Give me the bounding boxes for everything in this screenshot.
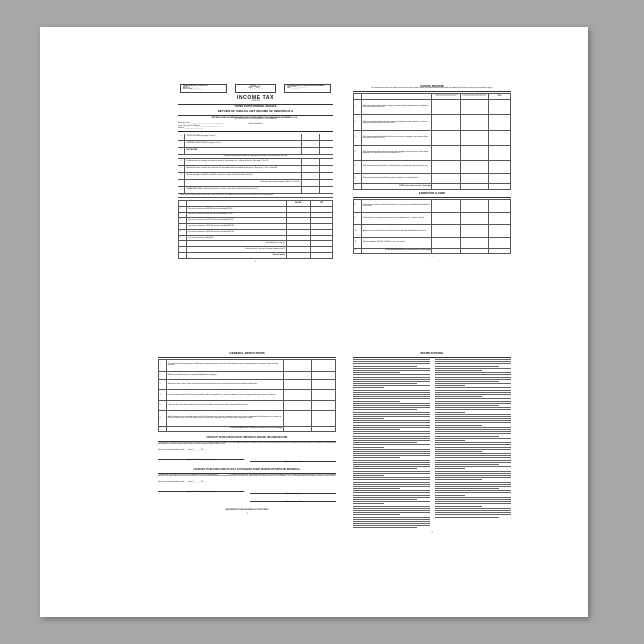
item-text: GROSS INCOME (see page 2, line 12) xyxy=(186,135,216,137)
total-surtax-label: Total additional or super tax xyxy=(187,241,286,247)
item-text: NET INCOME xyxy=(186,149,198,151)
file-no-label: File No. ____ xyxy=(251,86,260,87)
table-row: 2 Total amount derived from professions, vocations, businesses, trade, commerce, or sales or dealings in property, whether real or personal. xyxy=(354,115,511,131)
table-row: 10 Amount of income on which the normal tax has been deducted and withheld at the source. xyxy=(354,225,511,238)
deduction-note: Deductions and exemptions allowed in computing income subject to the normal tax of 1 per cent. xyxy=(178,155,333,159)
bureau-box xyxy=(284,84,331,93)
form-sheet xyxy=(128,51,542,585)
table-row xyxy=(178,166,333,173)
item-number: 1 xyxy=(178,134,185,140)
item-text: Dividends and net earnings received or accrued, of corporations, etc., subject to like tax. (See page 2, line 11) xyxy=(186,160,269,162)
amount-cell xyxy=(301,187,319,193)
item-text: TAXABLE INCOME on which the normal tax of 1 per cent is to be calculated. (See Instruction 3) xyxy=(186,188,259,190)
table-row: 2 All interest paid within the year on personal indebtedness of taxpayer. xyxy=(159,371,336,380)
surtax-note: When the net income shown above on line 3 exceeds $20,000, the additional tax thereon must be calculated as per schedule below: xyxy=(178,194,333,198)
amount-cell xyxy=(319,173,333,179)
general-deductions-table xyxy=(158,359,336,432)
bureau-box-label: TO BE FILLED IN BY INTERNAL REVENUE BUREAU. xyxy=(287,86,325,87)
table-row: 9 Dividends and net earnings received or accrued of corporations, etc., subject to like tax. xyxy=(354,212,511,225)
exemptions-title: EXEMPTIONS CLAIMED xyxy=(418,193,446,196)
amount-cell xyxy=(319,134,333,140)
amount-cell xyxy=(319,166,333,172)
affidavit-1-individual-sig: (Signature of individual.) xyxy=(250,461,336,463)
table-row: 1 The amount of necessary expenses actually paid in carrying on business, but not including business expenses of partnerships, nor personal, living, or family expenses. xyxy=(159,360,336,372)
amount-cell xyxy=(301,148,319,154)
page-number: 4 xyxy=(431,531,433,534)
table-row xyxy=(178,159,333,166)
table-row: 3 All national, State, county, school, and municipal taxes paid within the year, not including those assessed against local benefits. xyxy=(159,380,336,390)
bureau-date-received: Date received ____________ xyxy=(287,87,307,88)
page3-title: GENERAL DEDUCTIONS xyxy=(229,351,265,355)
form-page-4 xyxy=(353,351,511,591)
collector-list-no: List No. ____________ xyxy=(183,87,199,88)
affidavit-1-sworn-line: Sworn to and subscribed before me this ____ day of ________, 191__. xyxy=(158,450,206,452)
amount-cell xyxy=(319,141,333,147)
bureau-date: Date ____________ xyxy=(287,88,301,89)
col-header-total: TOTAL xyxy=(488,94,510,100)
table-row: 2 3 per cent on amount over $50,000 and not exceeding $75,000 xyxy=(179,212,333,218)
table-row xyxy=(179,253,333,259)
form-number: FORM 1040 xyxy=(251,101,260,102)
page1-header-boxes xyxy=(178,84,333,93)
table-row: 1 2 per cent on amount over $20,000 and not exceeding $50,000 xyxy=(179,206,333,212)
collector-district: District of ____________ xyxy=(183,88,200,89)
table-row: 4 Total amount derived from interest on bonds and mortgages or deeds of trust, or other similar obligations of corporations, joint-stock companies, etc. xyxy=(354,145,511,161)
return-period-note: (FOR THE YEAR 1913 ONLY, FROM MARCH 1 TO DECEMBER 31) xyxy=(234,119,277,120)
col-header-a: A. Amount of income on which tax has been deducted and withheld at the source xyxy=(433,95,459,98)
table-row: 4 Losses actually sustained within the year incurred in trade or arising from fires, storms, or shipwreck, and not compensated for by insurance or otherwise. xyxy=(159,389,336,401)
return-period-line: RETURN OF NET INCOME RECEIVED OR ACCRUED DURING THE YEAR ENDED DECEMBER 31, 191__ xyxy=(211,117,300,119)
table-row: 6 7 per cent on amount over $500,000 xyxy=(179,235,333,241)
affidavit-2-agent-sig: (Signature of agent.) xyxy=(250,493,336,495)
table-row: 6 Amount representing a reasonable allowance for the exhaustion, wear, and tear of property arising out of its use or employment in the business, not to exceed, in the case of mines, 5 per cent of the gross value at the mine of the output for the year for which the computation is made. xyxy=(159,410,336,426)
gross-income-table xyxy=(353,93,511,190)
affidavit-1-officer-sig: (Signature of officer administering oath.) xyxy=(158,459,244,461)
affidavit-2-officer-sig: (Signature of officer administering oath.) xyxy=(158,491,244,493)
instructions-columns xyxy=(353,359,511,530)
item-text: Amount of income on which the normal tax has been deducted and withheld at the source. (See page 2, line 9, column A) xyxy=(186,167,277,169)
file-no-box xyxy=(235,84,276,93)
table-row: 5 6 per cent on amount over $250,000 and not exceeding $500,000 xyxy=(179,229,333,235)
affidavit-2-title: AFFIDAVIT TO BE EXECUTED BY DULY AUTHORIZED AGENT MAKING RETURN FOR INDIVIDUAL. xyxy=(193,469,301,472)
filer-name-line: Filed by (or for) ____________________________________ xyxy=(178,122,224,124)
item-number: 5 xyxy=(178,166,185,172)
item-number: 4 xyxy=(178,159,185,165)
page3-footer-note: (SEE INSTRUCTIONS ON PAGE 4 OF THIS FORM.) xyxy=(225,509,269,512)
amount-cell xyxy=(319,187,333,193)
table-row xyxy=(178,141,333,148)
table-row xyxy=(178,134,333,141)
affidavit-2-agent-address: Address of agent in full. xyxy=(250,501,336,503)
surtax-col-tax: TAX xyxy=(310,201,332,207)
table-row xyxy=(178,148,333,155)
table-row: 3 4 per cent on amount over $75,000 and not exceeding $100,000 xyxy=(179,218,333,224)
page-number: 1 xyxy=(254,260,257,263)
amount-cell xyxy=(319,159,333,165)
item-number: 6 xyxy=(178,173,185,179)
filer-city-line: In the City, Town, or Village of ____________________ xyxy=(178,125,220,127)
exemptions-table xyxy=(353,199,511,254)
form-subtitle: RETURN OF ANNUAL NET INCOME OF INDIVIDUALS xyxy=(217,109,294,113)
amount-cell xyxy=(319,148,333,154)
assessment-page-line: Page ____ Line ____ xyxy=(248,88,263,89)
item-text: GENERAL DEDUCTIONS (see page 3, line 7) xyxy=(186,142,222,144)
instructions-column-left xyxy=(353,359,430,530)
table-row: 5 Debts due which have been actually ascertained to be worthless and which have been charged off within the year. xyxy=(159,401,336,411)
item-number: 2 xyxy=(178,141,185,147)
surtax-col-income: INCOME xyxy=(286,201,310,207)
table-row xyxy=(178,187,333,194)
item-number: 7 xyxy=(178,187,185,193)
collector-box xyxy=(180,84,227,93)
table-row: 7 TOTAL (to be entered on line 1, first page) xyxy=(354,184,511,190)
page-number: 2 xyxy=(431,256,433,259)
page-number: 3 xyxy=(246,513,248,516)
table-row: 8 Total amount of income on which the normal tax of 1 per cent has been deducted and withheld at the source. xyxy=(354,200,511,213)
total-normal-tax-label: Total normal tax (1 per cent of amount entered on line 7) xyxy=(187,247,286,253)
table-row xyxy=(178,173,333,180)
surtax-table xyxy=(178,200,333,259)
affidavit-1-text: I solemnly swear (or affirm) that the foregoing return, to the best of my knowledge and belief, contains a true and complete statement of all gains, profits, and income received by or accrued to me during the year stated, and that I am entitled to all the deductions and exemptions entered or claimed therein, under the Federal Income-tax Law of October 3, 1913. xyxy=(158,443,336,446)
amount-cell xyxy=(301,173,319,179)
item-text: Total deductions and exemptions. (Items 4, 5, and 6) xyxy=(260,181,300,183)
form-page-1 xyxy=(178,84,333,324)
collector-date: Date received ____________ xyxy=(183,89,203,90)
form-page-2 xyxy=(353,84,511,324)
page1-item-list xyxy=(178,134,333,198)
table-row xyxy=(178,180,333,187)
amount-cell xyxy=(301,180,319,186)
item-number xyxy=(178,180,185,186)
affidavit-2-text: I solemnly swear (or affirm) that I have sufficient knowledge of the affairs and property of ____________ to enable me to make a full and complete return thereof, and that the foregoing return, to the best of my knowledge and belief, contains a true and complete statement of all gains, profits, and income received by or accrued to said individual during the year stated, and that said individual is entitled, under the Federal Income-tax Law of October 3, 1913, to all the deductions and exemptions entered or claimed therein. xyxy=(158,475,336,478)
affidavit-2-sworn-line: Sworn to and subscribed before me this ____ day of ________, 191__. xyxy=(158,482,206,484)
filer-state-line: State of ____________________ xyxy=(178,127,204,129)
amount-cell xyxy=(301,141,319,147)
amount-cell xyxy=(301,159,319,165)
amount-cell xyxy=(301,134,319,140)
amount-cell xyxy=(319,180,333,186)
item-number: 3 xyxy=(178,148,185,154)
total-tax-label: Total tax liability xyxy=(187,253,286,259)
table-row: 5 Total amount derived from royalties, and from fiduciaries, partnerships, personal service, etc. xyxy=(354,161,511,174)
page2-intro: This statement must show in the above space the entire amount of gains, profits, and income received or accrued by the individual from all sources during the year specified on page 1. xyxy=(371,88,493,89)
affidavit-1-title: AFFIDAVIT TO BE EXECUTED BY INDIVIDUAL MAKING HIS OWN RETURN. xyxy=(206,437,288,440)
filer-name-hint: (Full name of individual.) xyxy=(248,124,263,125)
form-title: INCOME TAX xyxy=(236,95,275,101)
page4-title: INSTRUCTIONS. xyxy=(420,351,444,355)
page2-title: GROSS INCOME xyxy=(420,84,444,88)
amount-cell xyxy=(301,166,319,172)
item-text: Specific exemption of $3,000 or $4,000, as the case may be. (See Instructions 3 and 19) xyxy=(186,174,253,176)
table-row: 1 Total amount derived from salaries, wages, or compensation for personal service of whatever kind and in whatever form paid. xyxy=(354,99,511,115)
poster-canvas xyxy=(40,27,588,617)
collector-box-label: TO BE FILLED IN BY COLLECTOR. xyxy=(183,86,208,87)
col-header-b: B. Amount of income on which tax has NOT been deducted and withheld at the source xyxy=(461,95,487,98)
form-page-3 xyxy=(158,351,336,591)
table-row: 3 Total amount derived from rents and from interest on notes, mortgages, and securities (other than reported on lines 4 and 5). xyxy=(354,130,511,145)
affidavit-2-signature-row xyxy=(158,482,336,503)
agency-name: UNITED STATES INTERNAL REVENUE xyxy=(234,106,277,108)
assessment-list: Assessment List xyxy=(250,87,261,88)
table-row: 7 TOTAL GENERAL DEDUCTIONS (to be entered on line 2 of first page) xyxy=(159,426,336,432)
table-row: 4 5 per cent on amount over $100,000 and not exceeding $250,000 xyxy=(179,224,333,230)
table-row: 11 Specific exemption of $3,000 or $4,000, as the case may be. xyxy=(354,237,511,248)
affidavit-1-signature-row xyxy=(158,450,336,463)
table-row: 12 TOTAL GROSS INCOME (to be entered on line 1 of first page) xyxy=(354,248,511,254)
instructions-column-right xyxy=(435,359,512,530)
table-row: 6 Total amount of income derived from any source whatever, not specified above. xyxy=(354,173,511,184)
